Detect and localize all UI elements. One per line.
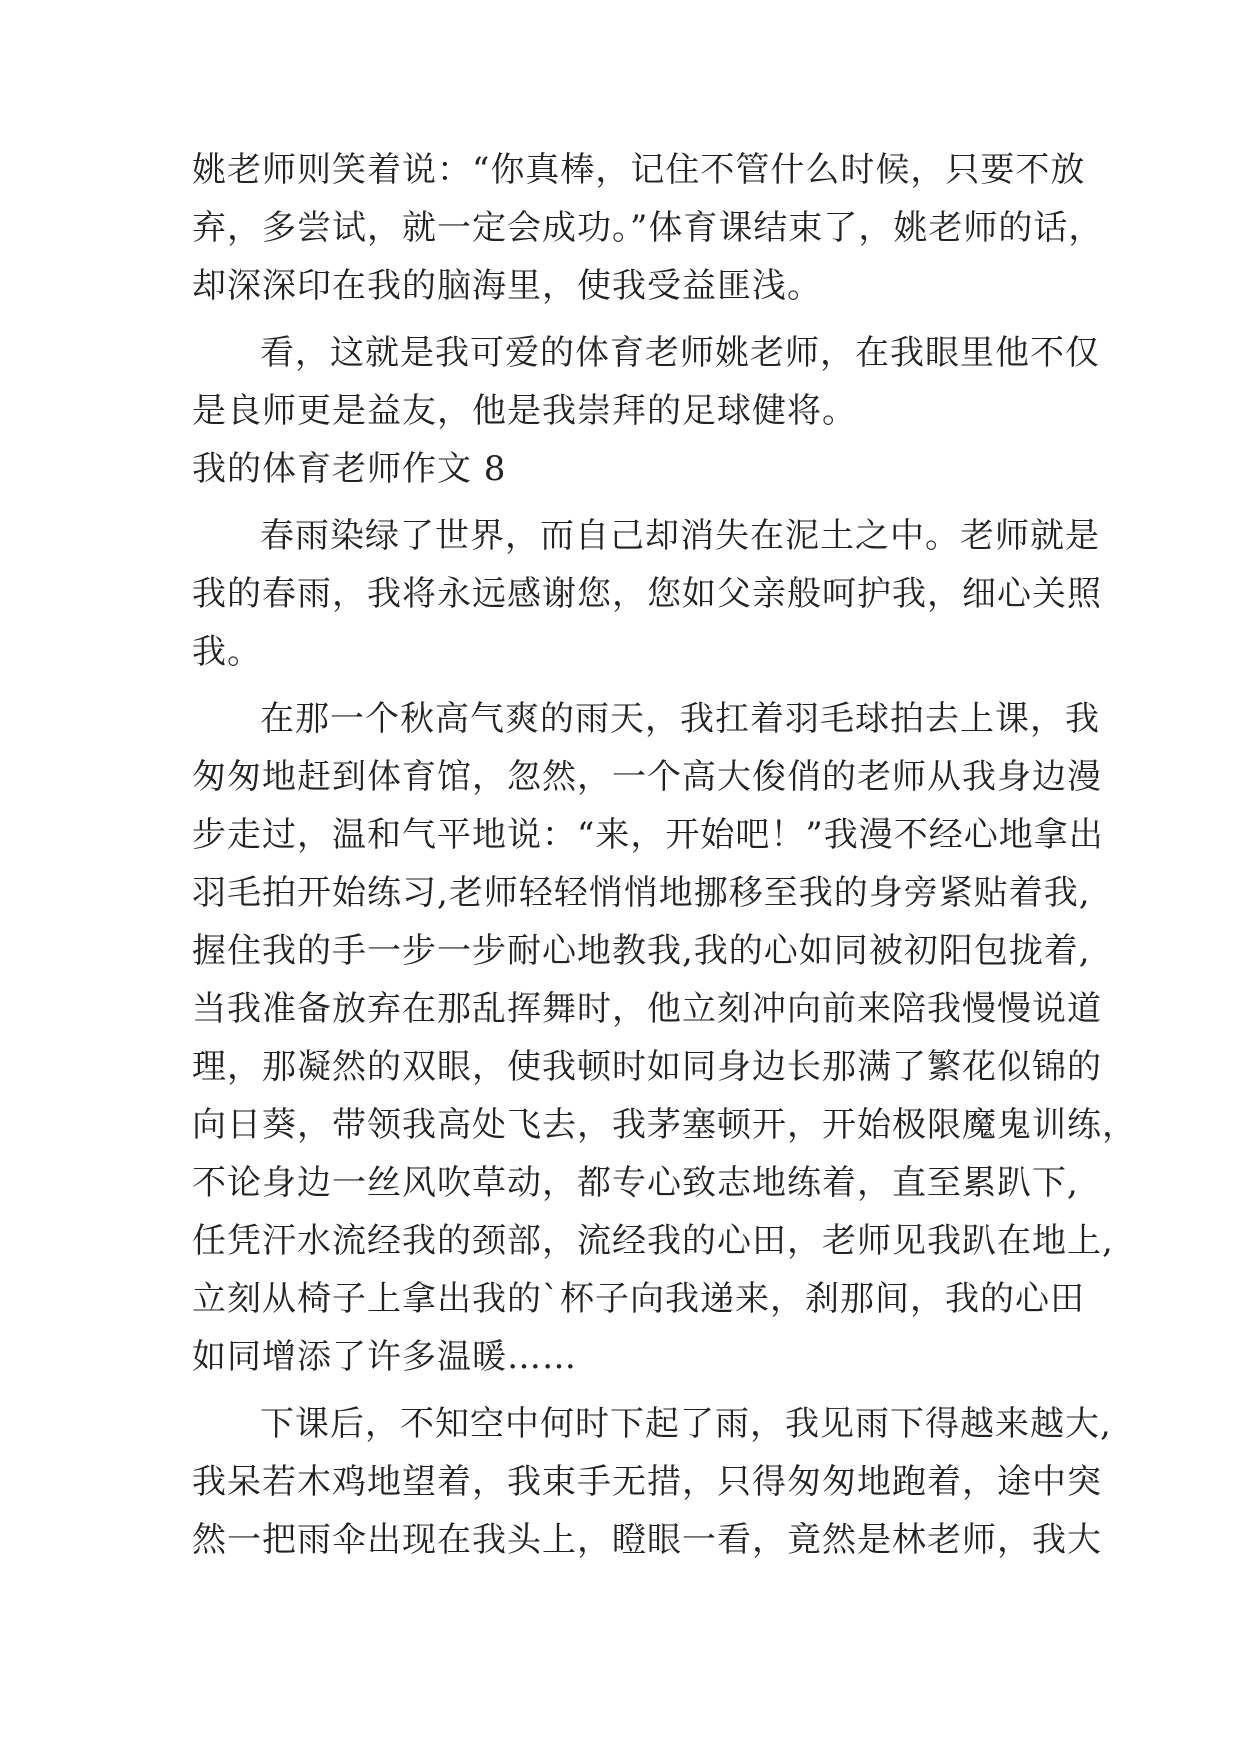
text-line: 任凭汗水流经我的颈部，流经我的心田，老师见我趴在地上,	[192, 1221, 1114, 1261]
text-line: 我呆若木鸡地望着，我束手无措，只得匆匆地跑着，途中突	[192, 1462, 1102, 1502]
text-line: 是良师更是益友，他是我崇拜的足球健将。	[192, 391, 857, 431]
text-line: 下课后，不知空中何时下起了雨，我见雨下得越来越大,	[260, 1404, 1112, 1444]
text-line: 匆匆地赶到体育馆，忽然，一个高大俊俏的老师从我身边漫	[192, 757, 1102, 797]
text-line: 春雨染绿了世界，而自己却消失在泥土之中。老师就是	[260, 516, 1100, 556]
section-heading: 我的体育老师作文 8	[192, 449, 507, 489]
text-line: 握住我的手一步一步耐心地教我,我的心如同被初阳包拢着,	[192, 931, 1091, 971]
text-line: 然一把雨伞出现在我头上，瞪眼一看，竟然是林老师，我大	[192, 1520, 1102, 1560]
text-line: 我。	[192, 632, 262, 672]
text-line: 在那一个秋高气爽的雨天，我扛着羽毛球拍去上课，我	[260, 699, 1100, 739]
text-line: 当我准备放弃在那乱挥舞时，他立刻冲向前来陪我慢慢说道	[192, 989, 1102, 1029]
text-line: 立刻从椅子上拿出我的`杯子向我递来，刹那间，我的心田	[192, 1279, 1085, 1319]
text-line: 羽毛拍开始练习,老师轻轻悄悄地挪移至我的身旁紧贴着我,	[192, 873, 1091, 913]
text-line: 向日葵，带领我高处飞去，我茅塞顿开，开始极限魔鬼训练，	[192, 1105, 1137, 1145]
text-line: 步走过，温和气平地说：“来，开始吧！”我漫不经心地拿出	[192, 815, 1104, 855]
text-line: 看，这就是我可爱的体育老师姚老师，在我眼里他不仅	[260, 333, 1100, 373]
text-line: 我的春雨，我将永远感谢您，您如父亲般呵护我，细心关照	[192, 574, 1102, 614]
text-line: 姚老师则笑着说：“你真棒，记住不管什么时候，只要不放	[192, 150, 1086, 190]
text-line: 弃，多尝试，就一定会成功。”体育课结束了，姚老师的话，	[192, 208, 1104, 248]
text-line: 不论身边一丝风吹草动，都专心致志地练着，直至累趴下,	[192, 1163, 1079, 1203]
text-line: 理，那凝然的双眼，使我顿时如同身边长那满了繁花似锦的	[192, 1047, 1102, 1087]
text-line: 却深深印在我的脑海里，使我受益匪浅。	[192, 266, 822, 306]
text-line: 如同增添了许多温暖……	[192, 1337, 577, 1377]
